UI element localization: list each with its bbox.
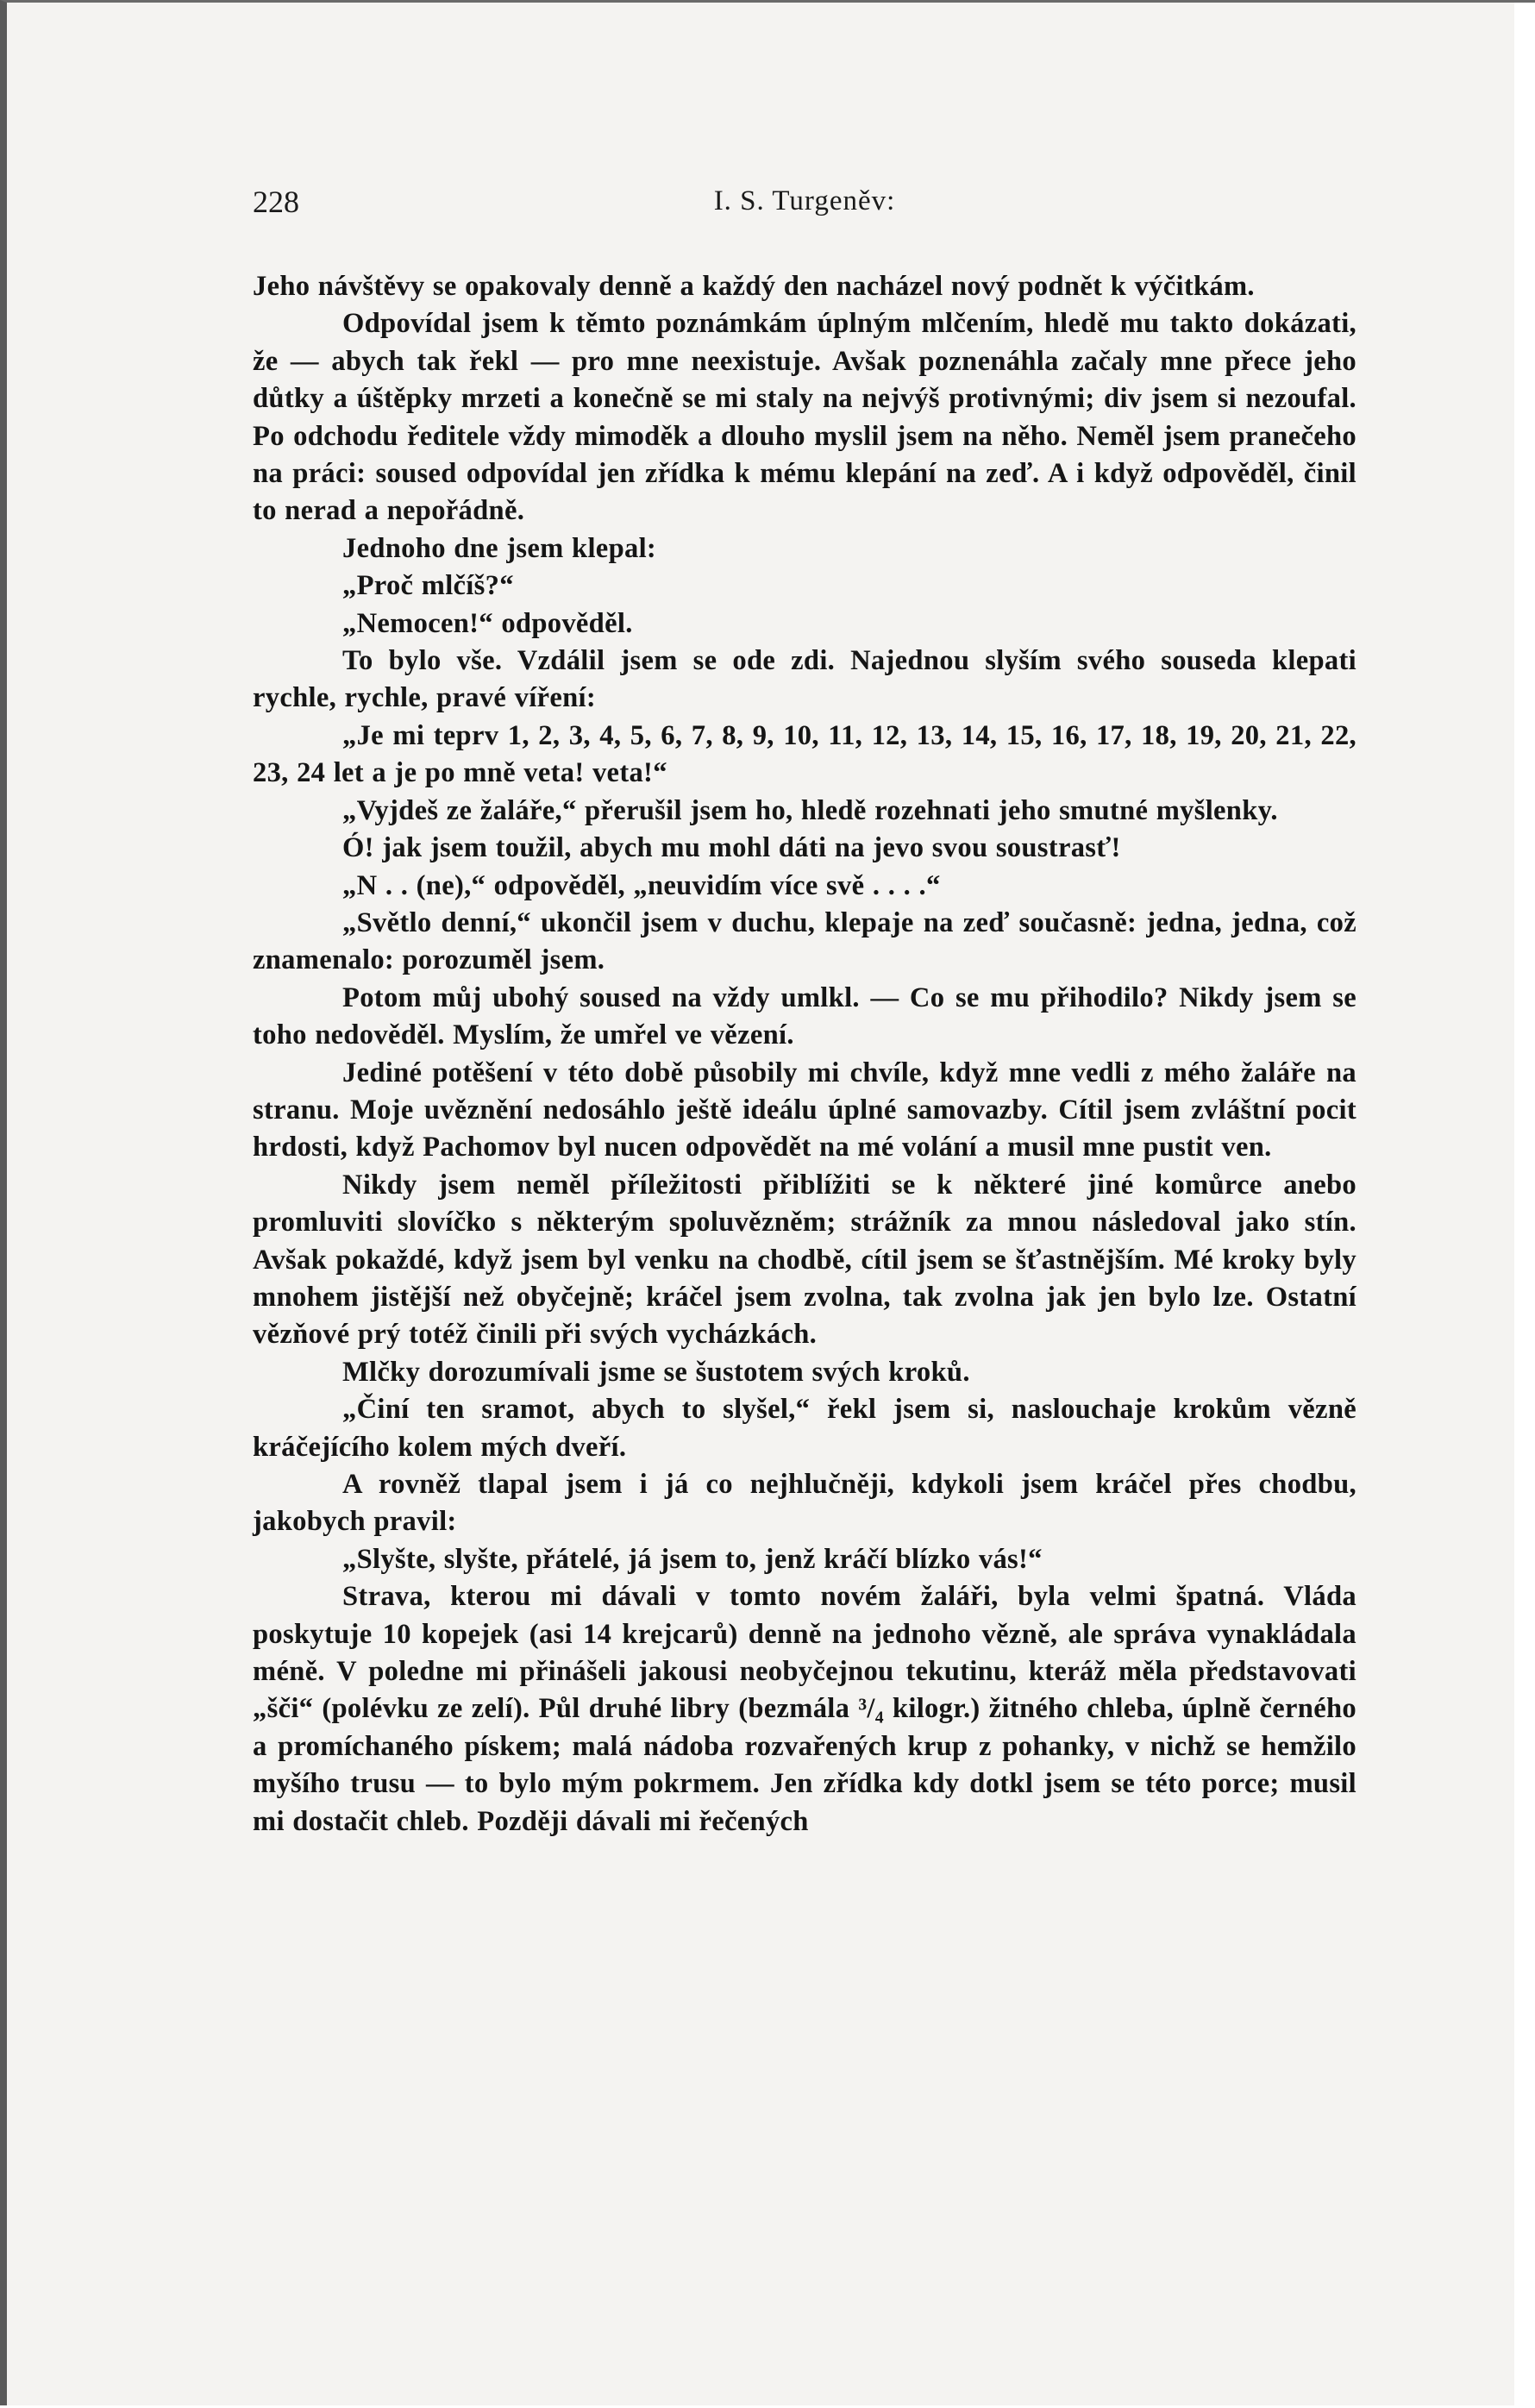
paragraph: Mlčky dorozumívali jsme se šustotem svých kroků. [342,1356,970,1388]
paragraph: „Proč mlčíš?“ [342,570,514,602]
paragraph: „Světlo denní,“ ukončil jsem v duchu, klepaje na zeď současně: jedna, jedna, což znamenalo: porozuměl jsem. [253,906,1356,976]
paragraph: Nikdy jsem neměl příležitosti přiblížiti se k některé jiné komůrce anebo promluviti slovíčko s některým spoluvězněm; strážník za mnou následoval jako stín. Avšak pokaždé, když jsem byl venku na chodbě, cítil jsem se šťastnějším. Mé kroky byly mnohem jistější než obyčejně; kráčel jsem zvolna, tak zvolna jak jen bylo lze. Ostatní vězňové prý totéž činili při svých vycházkách. [253,1169,1356,1351]
body-text [253,268,1356,1840]
paragraph: Ó! jak jsem toužil, abych mu mohl dáti na jevo svou soustrasť! [342,832,1121,864]
paragraph: „Slyšte, slyšte, přátelé, já jsem to, jenž kráčí blízko vás!“ [342,1543,1043,1575]
paragraph: Odpovídal jsem k těmto poznámkám úplným mlčením, hledě mu takto dokázati, že — abych tak řekl — pro mne neexistuje. Avšak poznenáhla začaly mne přece jeho důtky a úštěpky mrzeti a konečně se mi staly na nejvýš protivnými; div jsem si nezoufal. Po odchodu ředitele vždy mimoděk a dlouho myslil jsem na něho. Neměl jsem pranečeho na práci: soused odpovídal jen zřídka k mému klepání na zeď. A i když odpověděl, činil to nerad a nepořádně. [253,308,1356,527]
paragraph: „Činí ten sramot, abych to slyšel,“ řekl jsem si, naslouchaje krokům vězně kráčejícího kolem mých dveří. [253,1394,1356,1463]
running-head: I. S. Turgeněv: [713,185,896,216]
paragraph: A rovněž tlapal jsem i já co nejhlučněji, kdykoli jsem kráčel přes chodbu, jakobych pravil: [253,1469,1356,1538]
paragraph: Jediné potěšení v této době působily mi chvíle, když mne vedli z mého žaláře na stranu. Moje uvěznění nedosáhlo ještě ideálu úplné samovazby. Cítil jsem zvláštní pocit hrdosti, když Pachomov byl nucen odpovědět na mé volání a musil mne pustit ven. [253,1057,1356,1163]
paragraph: „Je mi teprv 1, 2, 3, 4, 5, 6, 7, 8, 9, 10, 11, 12, 13, 14, 15, 16, 17, 18, 19, 20, 21, 22, 23, 24 let a je po mně veta! veta!“ [253,719,1356,789]
paragraph: Jeho návštěvy se opakovaly denně a každý den nacházel nový podnět k výčitkám. [253,271,1255,302]
scan-margin [1514,3,1535,2408]
page-header [253,184,1356,227]
paragraph: „Vyjdeš ze žaláře,“ přerušil jsem ho, hledě rozehnati jeho smutné myšlenky. [342,794,1278,826]
page-number: 228 [253,185,299,219]
paragraph: To bylo vše. Vzdálil jsem se ode zdi. Najednou slyším svého souseda klepati rychle, rychle, pravé víření: [253,645,1356,714]
paragraph: Potom můj ubohý soused na vždy umlkl. — Co se mu přihodilo? Nikdy jsem se toho nedověděl. Myslím, že umřel ve vězení. [253,981,1356,1051]
paragraph: „N . . (ne),“ odpověděl, „neuvidím více svě . . . .“ [342,869,941,901]
paragraph: „Nemocen!“ odpověděl. [342,607,633,639]
paragraph: Jednoho dne jsem klepal: [342,532,657,564]
paragraph: Strava, kterou mi dávali v tomto novém žaláři, byla velmi špatná. Vláda poskytuje 10 kopejek (asi 14 krejcarů) denně na jednoho vězně, ale správa vynakládala méně. V poledne mi přinášeli jakousi neobyčejnou tekutinu, kteráž měla představovati „šči“ (polévku ze zelí). Půl druhé libry (bezmála ³/₄ kilogr.) žitného chleba, úplně černého a promíchaného pískem; malá nádoba rozvařených krup z pohanky, v nichž se hemžilo myšího trusu — to bylo mým pokrmem. Jen zřídka kdy dotkl jsem se této porce; musil mi dostačit chleb. Později dávali mi řečených [253,1581,1356,1837]
